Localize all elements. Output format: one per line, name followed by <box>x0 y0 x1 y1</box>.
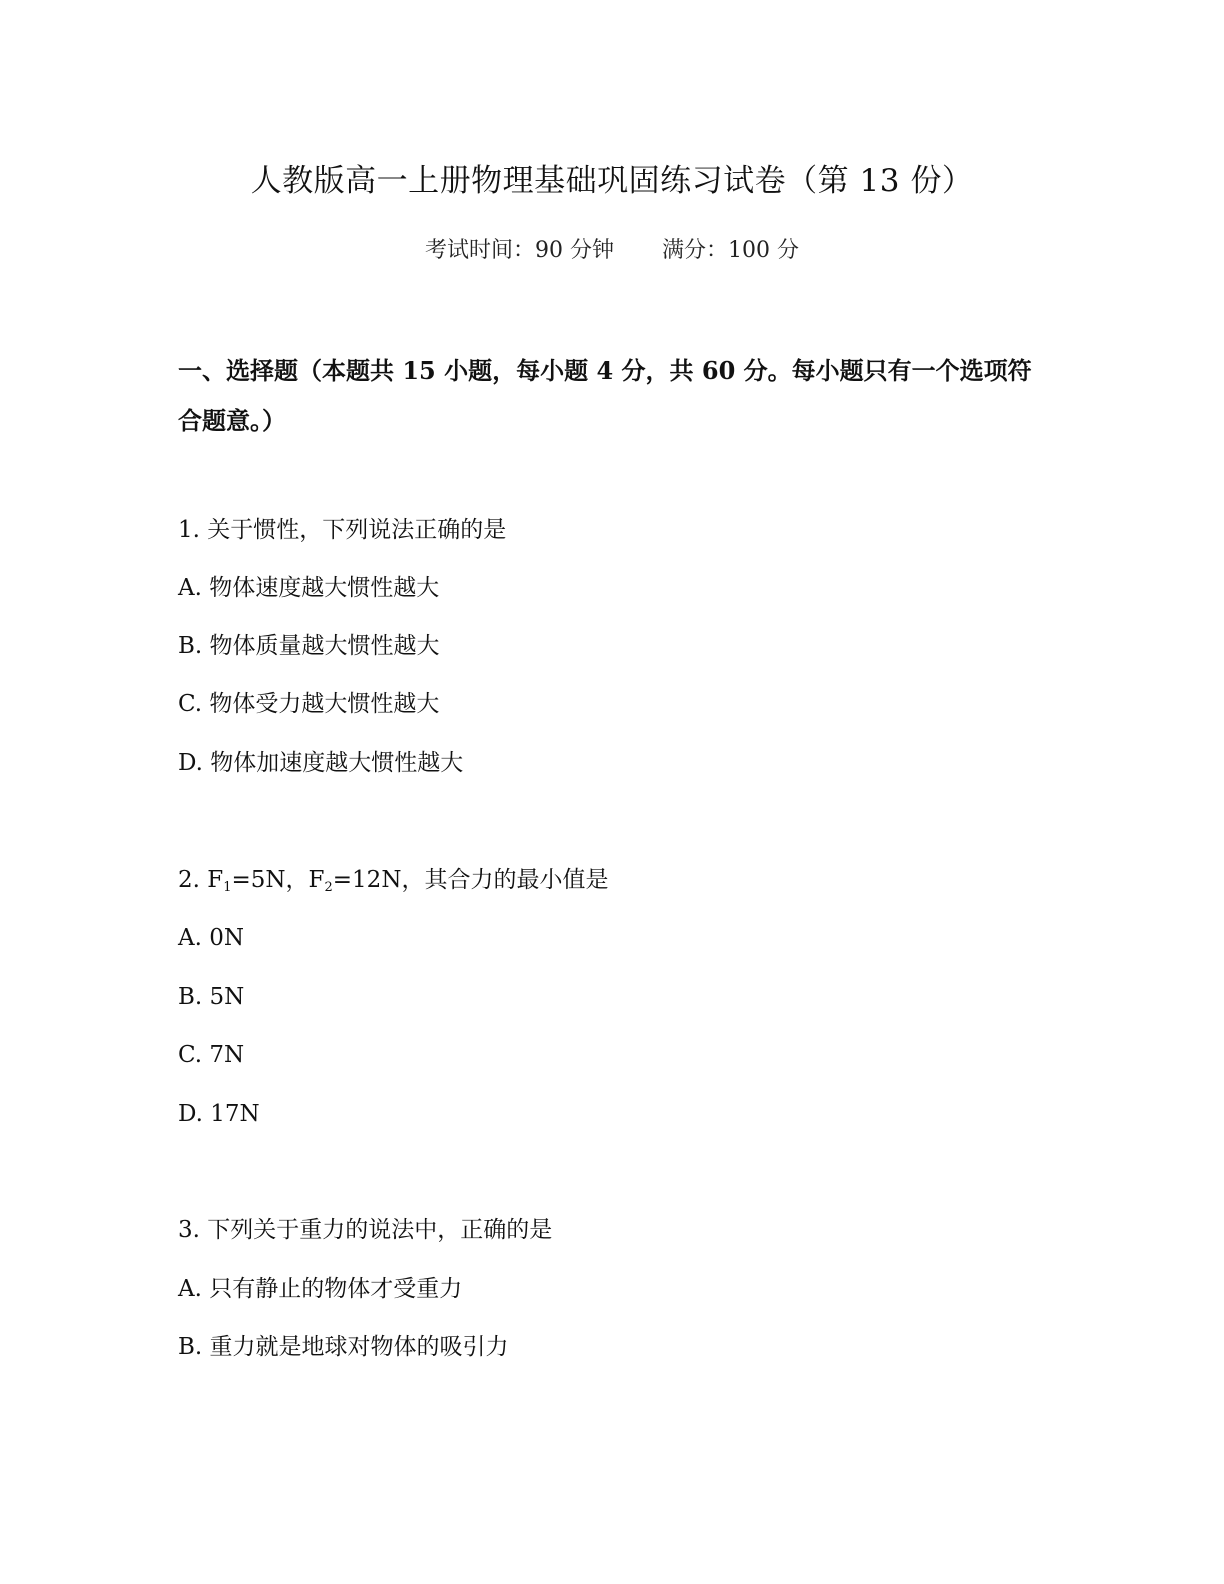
question-3-option-b: B. 重力就是地球对物体的吸引力 <box>178 1334 509 1360</box>
question-2-option-c: C. 7N <box>178 1042 245 1068</box>
subscript-1: 1 <box>223 880 232 895</box>
question-2-option-b: B. 5N <box>178 984 245 1010</box>
subscript-2: 2 <box>324 880 333 895</box>
question-1-option-d: D. 物体加速度越大惯性越大 <box>178 750 464 776</box>
question-2-option-d: D. 17N <box>178 1101 260 1127</box>
question-2-stem-part: =12N，其合力的最小值是 <box>332 867 609 893</box>
question-1-stem: 1. 关于惯性，下列说法正确的是 <box>178 517 507 543</box>
question-2-stem <box>178 864 608 904</box>
exam-info <box>0 233 1224 269</box>
exam-time: 考试时间：90 分钟 <box>425 238 614 263</box>
question-2-stem-part: =5N，F <box>231 867 325 893</box>
question-1-option-b: B. 物体质量越大惯性越大 <box>178 633 440 659</box>
question-2-option-a: A. 0N <box>178 925 244 951</box>
question-3-option-a: A. 只有静止的物体才受重力 <box>178 1276 463 1302</box>
page-title: 人教版高一上册物理基础巩固练习试卷（第 13 份） <box>250 163 974 199</box>
exam-full-score: 满分：100 分 <box>662 238 799 263</box>
question-1-option-c: C. 物体受力越大惯性越大 <box>178 691 440 717</box>
question-3-stem: 3. 下列关于重力的说法中，正确的是 <box>178 1217 553 1243</box>
section-heading: 一、选择题（本题共 15 小题，每小题 4 分，共 60 分。每小题只有一个选项符合题意。） <box>178 356 1032 435</box>
question-2-stem-part: 2. F <box>178 867 224 893</box>
question-1-option-a: A. 物体速度越大惯性越大 <box>178 575 440 601</box>
